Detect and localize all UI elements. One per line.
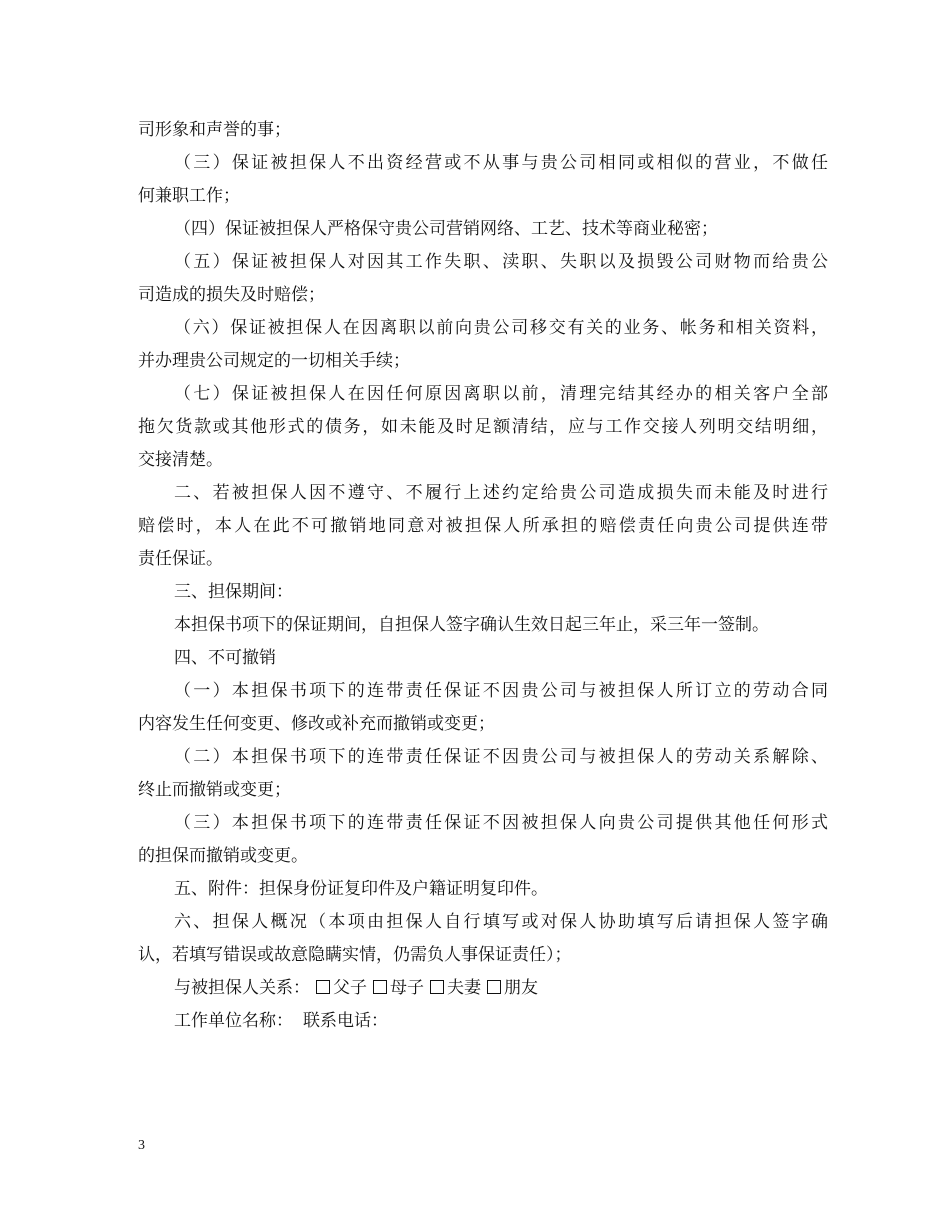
text-line: （二）本担保书项下的连带责任保证不因贵公司与被担保人的劳动关系解除、 xyxy=(174,747,828,767)
relation-option-friend: 朋友 xyxy=(504,978,538,998)
document-body xyxy=(138,114,828,1038)
text-line: 司形象和声誉的事； xyxy=(138,120,291,140)
text-line: 五、附件：担保身份证复印件及户籍证明复印件。 xyxy=(174,879,548,899)
text-line: 内容发生任何变更、修改或补充而撤销或变更； xyxy=(138,714,495,734)
phone-label: 联系电话： xyxy=(303,1011,388,1031)
text-line: （三）保证被担保人不出资经营或不从事与贵公司相同或相似的营业，不做任 xyxy=(174,153,828,173)
text-line: 认，若填写错误或故意隐瞒实情，仍需负人事保证责任）； xyxy=(138,945,572,965)
relation-line xyxy=(138,972,828,1005)
text-line: （四）保证被担保人严格保守贵公司营销网络、工艺、技术等商业秘密； xyxy=(174,219,718,239)
text-line: 三、担保期间： xyxy=(174,582,293,602)
text-line: 终止而撤销或变更； xyxy=(138,780,291,800)
checkbox-icon[interactable] xyxy=(487,980,501,994)
checkbox-icon[interactable] xyxy=(430,980,444,994)
relation-option-spouse: 夫妻 xyxy=(447,978,481,998)
text-line: （三）本担保书项下的连带责任保证不因被担保人向贵公司提供其他任何形式 xyxy=(174,813,828,833)
checkbox-icon[interactable] xyxy=(373,980,387,994)
relation-option-father-son: 父子 xyxy=(333,978,367,998)
text-line: 赔偿时，本人在此不可撤销地同意对被担保人所承担的赔偿责任向贵公司提供连带 xyxy=(138,516,828,536)
text-line: 二、若被担保人因不遵守、不履行上述约定给贵公司造成损失而未能及时进行 xyxy=(174,483,828,503)
text-line: （七）保证被担保人在因任何原因离职以前，清理完结其经办的相关客户全部 xyxy=(174,384,828,404)
text-line: 拖欠货款或其他形式的债务，如未能及时足额清结，应与工作交接人列明交结明细， xyxy=(138,417,828,437)
checkbox-icon[interactable] xyxy=(316,980,330,994)
text-line: 何兼职工作； xyxy=(138,186,240,206)
text-line: 责任保证。 xyxy=(138,549,223,569)
text-line: （五）保证被担保人对因其工作失职、渎职、失职以及损毁公司财物而给贵公 xyxy=(174,252,828,272)
text-line: 交接清楚。 xyxy=(138,450,223,470)
text-line: 本担保书项下的保证期间，自担保人签字确认生效日起三年止，采三年一签制。 xyxy=(174,615,769,635)
work-unit-label: 工作单位名称： xyxy=(174,1011,293,1031)
text-line: 六、担保人概况（本项由担保人自行填写或对保人协助填写后请担保人签字确 xyxy=(174,912,828,932)
text-line: （六）保证被担保人在因离职以前向贵公司移交有关的业务、帐务和相关资料， xyxy=(174,318,828,338)
text-line: 四、不可撤销 xyxy=(174,648,276,668)
relation-label: 与被担保人关系： xyxy=(174,978,310,998)
work-line xyxy=(138,1005,828,1038)
page-number: 3 xyxy=(138,1138,145,1153)
text-line: 并办理贵公司规定的一切相关手续； xyxy=(138,351,410,371)
relation-option-mother-son: 母子 xyxy=(390,978,424,998)
text-line: （一）本担保书项下的连带责任保证不因贵公司与被担保人所订立的劳动合同 xyxy=(174,681,828,701)
text-line: 的担保而撤销或变更。 xyxy=(138,846,308,866)
text-line: 司造成的损失及时赔偿； xyxy=(138,285,325,305)
